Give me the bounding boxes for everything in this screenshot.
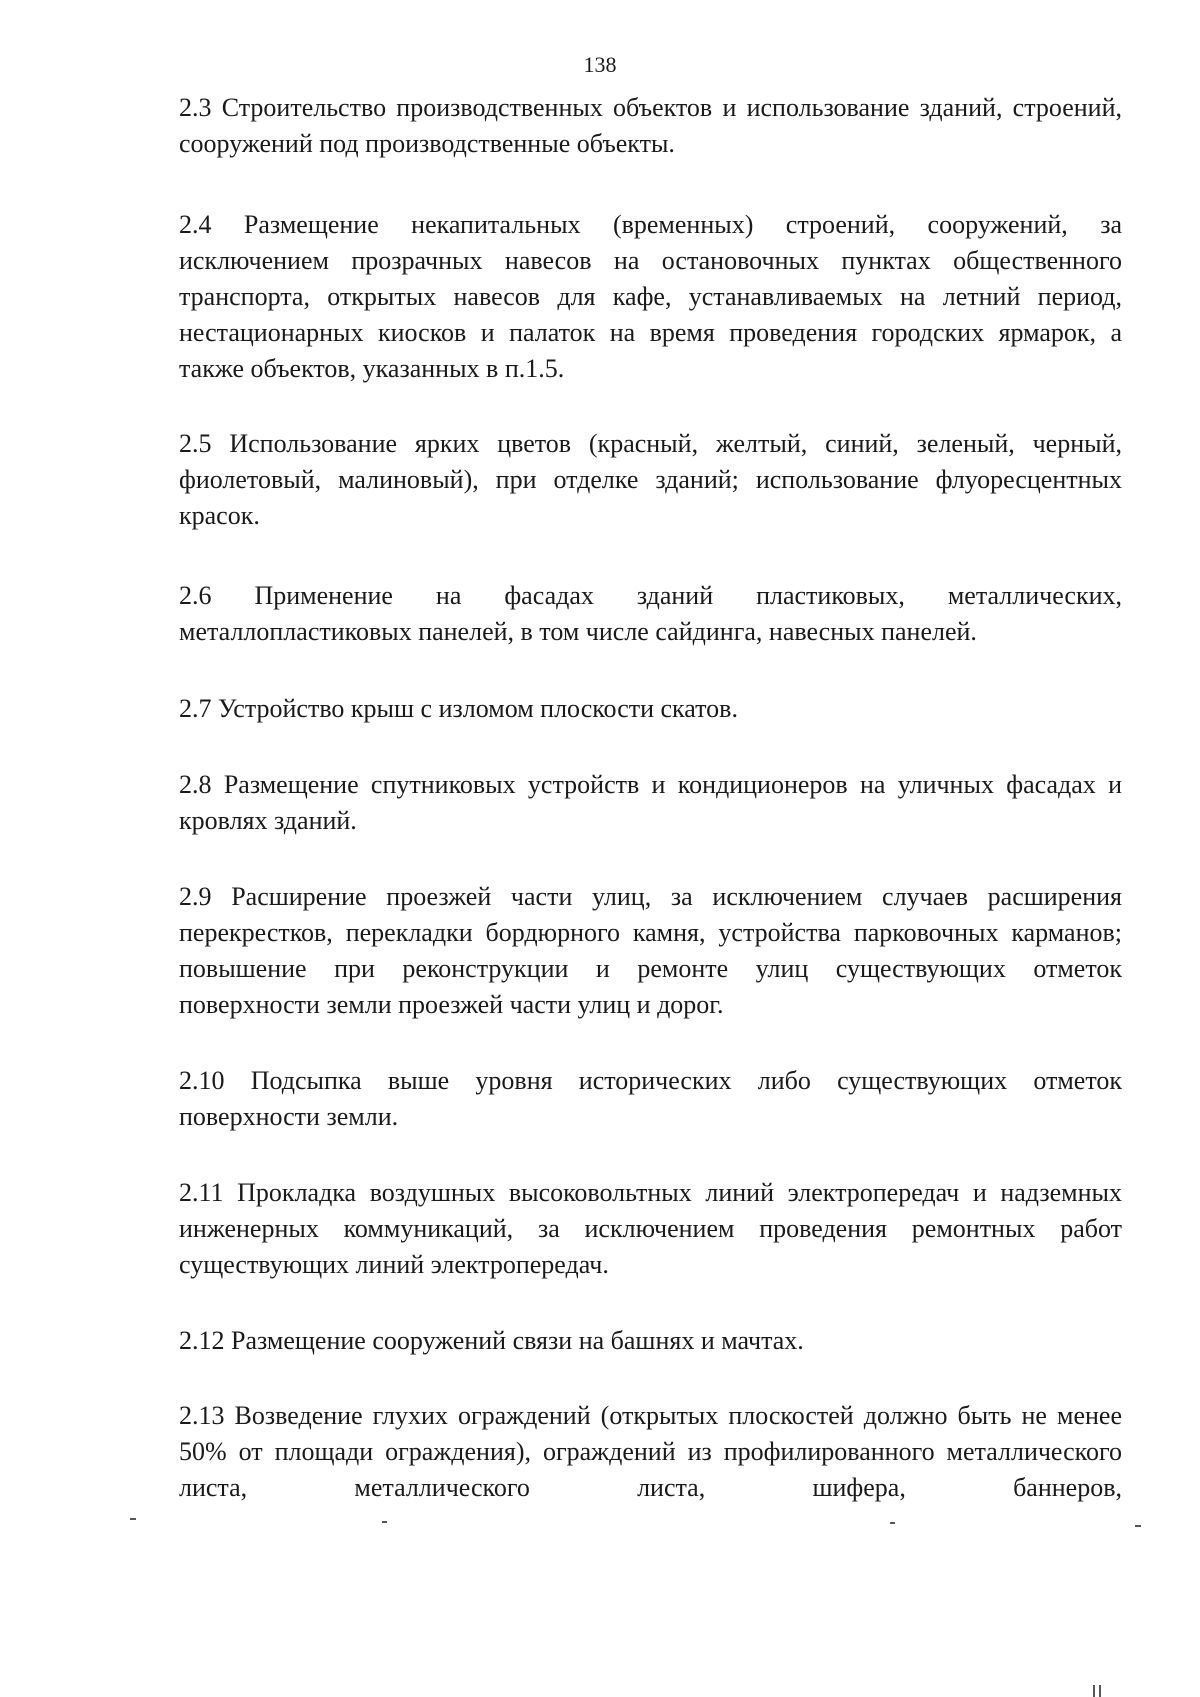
clause-number: 2.7	[179, 694, 212, 723]
clause-text: Подсыпка выше уровня исторических либо существующих отметок поверхности земли.	[179, 1066, 1123, 1131]
clause-number: 2.13	[179, 1401, 225, 1430]
scan-mark	[130, 1518, 136, 1520]
clause-text: Применение на фасадах зданий пластиковых, металлических, металлопластиковых панелей, в том числе сайдинга, навесных панелей.	[179, 581, 1122, 646]
scan-mark	[1135, 1525, 1141, 1527]
clause-2-3	[179, 90, 1122, 162]
clause-2-7	[179, 691, 1122, 727]
clause-number: 2.5	[179, 429, 212, 458]
scan-mark	[382, 1521, 387, 1523]
clause-2-5	[179, 426, 1122, 534]
clause-2-9	[179, 879, 1122, 1023]
clause-2-12	[179, 1323, 1122, 1359]
clause-text: Строительство производственных объектов и использование зданий, строений, сооружений под производственные объекты.	[179, 93, 1122, 158]
scan-mark	[1099, 1685, 1101, 1697]
clause-text: Устройство крыш с изломом плоскости скатов.	[218, 694, 738, 723]
clause-text: Возведение глухих ограждений (открытых плоскостей должно быть не менее 50% от площади ограждения), ограждений из профилированного металлического листа, металлического листа, шифера, баннеров,	[179, 1401, 1122, 1502]
clause-number: 2.9	[179, 882, 212, 911]
clause-2-4	[179, 207, 1122, 387]
page-number: 138	[583, 52, 617, 77]
clause-number: 2.11	[179, 1178, 224, 1207]
clause-2-13	[179, 1398, 1122, 1506]
clause-text: Размещение сооружений связи на башнях и мачтах.	[231, 1326, 804, 1355]
clause-number: 2.8	[179, 770, 212, 799]
clause-2-11	[179, 1175, 1122, 1283]
clause-2-10	[179, 1063, 1122, 1135]
clause-text: Расширение проезжей части улиц, за исключением случаев расширения перекрестков, перекладки бордюрного камня, устройства парковочных карманов; повышение при реконструкции и ремонте улиц существующих отметок поверхности земли проезжей части улиц и дорог.	[179, 882, 1123, 1019]
clause-2-8	[179, 767, 1122, 839]
clause-number: 2.3	[179, 93, 212, 122]
clause-number: 2.4	[179, 210, 212, 239]
clause-number: 2.6	[179, 581, 212, 610]
clause-text: Прокладка воздушных высоковольтных линий электропередач и надземных инженерных коммуникаций, за исключением проведения ремонтных работ существующих линий электропередач.	[179, 1178, 1122, 1279]
clause-text: Использование ярких цветов (красный, желтый, синий, зеленый, черный, фиолетовый, малиновый), при отделке зданий; использование флуоресцентных красок.	[179, 429, 1123, 530]
scan-mark	[1093, 1685, 1095, 1697]
clause-text: Размещение спутниковых устройств и кондиционеров на уличных фасадах и кровлях зданий.	[179, 770, 1123, 835]
scan-mark	[890, 1522, 895, 1524]
clause-number: 2.10	[179, 1066, 225, 1095]
clause-number: 2.12	[179, 1326, 225, 1355]
clause-2-6	[179, 578, 1122, 650]
clause-text: Размещение некапитальных (временных) строений, сооружений, за исключением прозрачных навесов на остановочных пунктах общественного транспорта, открытых навесов для кафе, устанавливаемых на летний период, нестационарных киосков и палаток на время проведения городских ярмарок, а также объектов, указанных в п.1.5.	[179, 210, 1123, 383]
